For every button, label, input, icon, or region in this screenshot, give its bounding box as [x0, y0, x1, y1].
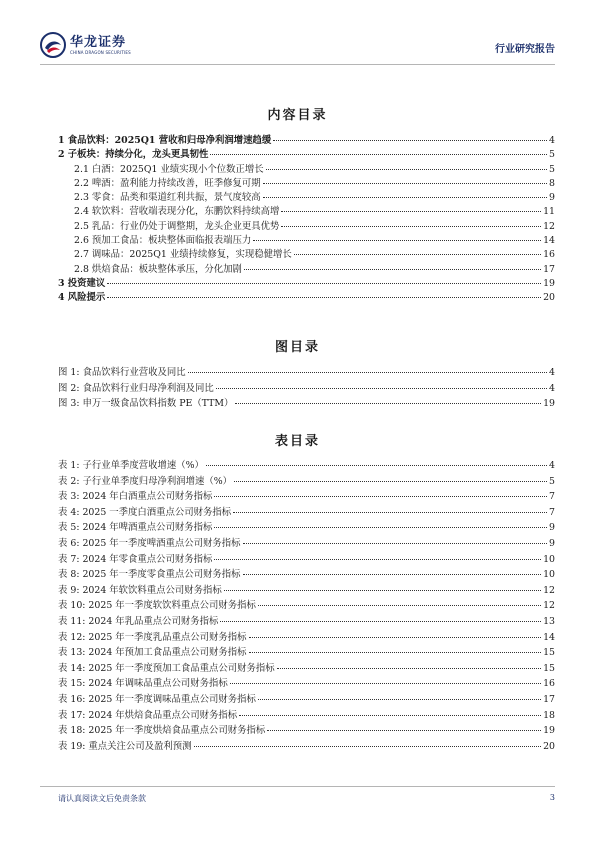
toc-entry-page: 5 [549, 149, 555, 161]
toc-entry-label: 表 17: 2024 年烘焙食品重点公司财务指标 [58, 709, 238, 721]
toc-entry-label: 2.7 调味品：2025Q1 业绩持续修复，实现稳健增长 [74, 249, 292, 261]
toc-entry-page: 4 [549, 367, 555, 378]
footer-divider [40, 786, 555, 787]
toc-entry-label: 2.8 烘焙食品：板块整体承压，分化加剧 [74, 263, 242, 275]
toc-entry[interactable] [58, 146, 555, 160]
toc-entry[interactable] [58, 738, 555, 754]
toc-entry[interactable] [58, 261, 555, 275]
toc-entry-page: 12 [543, 220, 555, 232]
tables-list [58, 457, 555, 753]
toc-entry-page: 7 [549, 506, 555, 518]
toc-entry[interactable] [58, 132, 555, 146]
dot-leader [214, 551, 541, 560]
toc-entry[interactable] [58, 395, 555, 411]
toc-entry-page: 4 [549, 382, 555, 394]
dot-leader [235, 395, 541, 404]
dot-leader [294, 246, 541, 255]
toc-entry-page: 10 [543, 553, 555, 565]
toc-entry[interactable] [58, 364, 555, 380]
toc-entry-page: 19 [543, 398, 555, 410]
toc-entry[interactable] [58, 551, 555, 567]
toc-entry-label: 表 2: 子行业单季度归母净利润增速（%） [58, 475, 232, 487]
toc-entry[interactable] [58, 246, 555, 260]
tables-title: 表目录 [274, 434, 320, 449]
dot-leader [249, 629, 542, 638]
dot-leader [281, 203, 541, 212]
toc-entry-page: 9 [549, 522, 555, 534]
dot-leader [210, 146, 547, 155]
toc-entry[interactable] [58, 289, 555, 303]
toc-entry-label: 表 14: 2025 年一季度预加工食品重点公司财务指标 [58, 662, 275, 674]
toc-entry-page: 8 [549, 177, 555, 189]
toc-entry-label: 表 9: 2024 年软饮料重点公司财务指标 [58, 584, 222, 596]
page-header [40, 30, 555, 60]
dot-leader [239, 707, 541, 716]
toc-entry[interactable] [58, 175, 555, 189]
toc-entry[interactable] [58, 218, 555, 232]
toc-entry-page: 16 [543, 249, 555, 261]
dot-leader [263, 175, 547, 184]
toc-entry[interactable] [58, 629, 555, 645]
logo-name-en: CHINA DRAGON SECURITIES [70, 49, 131, 55]
toc-entry[interactable] [58, 275, 555, 289]
toc-entry-label: 2 子板块：持续分化，龙头更具韧性 [58, 149, 209, 161]
toc-entry[interactable] [58, 707, 555, 723]
dot-leader [107, 289, 541, 298]
logo-name-cn: 华龙证券 [70, 34, 127, 50]
toc-entry[interactable] [58, 189, 555, 203]
dot-leader [244, 261, 541, 270]
toc-entry-label: 2.4 软饮料：营收端表现分化，东鹏饮料持续高增 [74, 206, 280, 218]
toc-entry[interactable] [58, 203, 555, 217]
disclaimer-note: 请认真阅读文后免责条款 [58, 794, 146, 803]
toc-entry[interactable] [58, 535, 555, 551]
dot-leader [253, 232, 541, 241]
toc-entry-label: 图 2: 食品饮料行业归母净利润及同比 [58, 382, 214, 394]
dot-leader [194, 738, 542, 747]
toc-entry-page: 13 [543, 615, 555, 627]
toc-entry-page: 15 [543, 662, 555, 674]
toc-entry-page: 9 [549, 192, 555, 204]
toc-entry-page: 12 [543, 600, 555, 612]
toc-entry[interactable] [58, 597, 555, 613]
toc-entry[interactable] [58, 644, 555, 660]
dot-leader [263, 189, 547, 198]
toc-entry-label: 2.2 啤酒：盈利能力持续改善，旺季修复可期 [74, 177, 261, 189]
toc-entry-label: 2.3 零食：品类和渠道红利共振，景气度较高 [74, 192, 261, 204]
toc-entry-label: 图 3: 申万一级食品饮料指数 PE（TTM） [58, 398, 234, 410]
contents-title: 内容目录 [267, 108, 328, 123]
header-divider [40, 64, 555, 65]
dot-leader [233, 504, 547, 513]
toc-entry-page: 14 [543, 235, 555, 247]
toc-entry[interactable] [58, 488, 555, 504]
toc-entry-label: 2.6 预加工食品：板块整体面临报表端压力 [74, 235, 252, 247]
toc-entry-page: 15 [543, 647, 555, 659]
toc-entry-label: 表 19: 重点关注公司及盈利预测 [58, 740, 192, 752]
toc-entry-label: 表 13: 2024 年预加工食品重点公司财务指标 [58, 647, 247, 659]
toc-entry[interactable] [58, 582, 555, 598]
toc-entry[interactable] [58, 519, 555, 535]
dot-leader [258, 691, 541, 700]
company-logo [40, 30, 131, 60]
toc-entry-page: 17 [543, 693, 555, 705]
toc-entry[interactable] [58, 232, 555, 246]
figures-list [58, 364, 555, 411]
page-number: 3 [549, 793, 555, 802]
toc-entry[interactable] [58, 457, 555, 473]
toc-entry-page: 16 [543, 678, 555, 690]
dot-leader [281, 218, 541, 227]
toc-entry-label: 表 16: 2025 年一季度调味品重点公司财务指标 [58, 693, 256, 705]
toc-entry-page: 12 [543, 584, 555, 596]
toc-entry-label: 图 1: 食品饮料行业营收及同比 [58, 367, 186, 378]
dot-leader [220, 613, 541, 622]
dot-leader [258, 597, 541, 606]
contents-list [58, 132, 555, 304]
toc-entry[interactable] [58, 660, 555, 676]
toc-entry-page: 14 [543, 631, 555, 643]
toc-entry-page: 19 [543, 725, 555, 737]
dot-leader [214, 519, 547, 528]
document-type: 行业研究报告 [495, 44, 555, 55]
dot-leader [206, 457, 547, 466]
dot-leader [224, 582, 541, 591]
dot-leader [277, 660, 541, 669]
toc-entry-label: 表 8: 2025 年一季度零食重点公司财务指标 [58, 569, 241, 581]
toc-entry-label: 表 11: 2024 年乳品重点公司财务指标 [58, 615, 219, 627]
toc-entry-page: 10 [543, 569, 555, 581]
toc-entry[interactable] [58, 613, 555, 629]
dot-leader [266, 161, 547, 170]
toc-entry-label: 表 1: 子行业单季度营收增速（%） [58, 460, 204, 471]
figures-title: 图目录 [274, 340, 320, 355]
toc-entry-label: 3 投资建议 [58, 277, 106, 289]
toc-entry-label: 表 5: 2024 年啤酒重点公司财务指标 [58, 522, 213, 534]
dot-leader [188, 364, 547, 373]
toc-entry-page: 5 [549, 163, 555, 175]
toc-entry-page: 20 [543, 740, 555, 752]
toc-entry-page: 17 [543, 263, 555, 275]
toc-entry-label: 表 12: 2025 年一季度乳品重点公司财务指标 [58, 631, 247, 643]
toc-entry-page: 9 [549, 537, 555, 549]
toc-entry[interactable] [58, 722, 555, 738]
toc-entry[interactable] [58, 566, 555, 582]
dragon-logo-icon [40, 32, 66, 58]
dot-leader [249, 644, 542, 653]
toc-entry-page: 4 [549, 460, 555, 471]
toc-entry-label: 1 食品饮料：2025Q1 营收和归母净利润增速趋缓 [58, 135, 272, 146]
dot-leader [243, 566, 542, 575]
toc-entry-label: 2.1 白酒：2025Q1 业绩实现小个位数正增长 [74, 163, 264, 175]
toc-entry-page: 11 [543, 206, 555, 218]
toc-entry-label: 表 6: 2025 年一季度啤酒重点公司财务指标 [58, 537, 241, 549]
toc-entry[interactable] [58, 691, 555, 707]
dot-leader [267, 722, 541, 731]
toc-entry-label: 2.5 乳品：行业仍处于调整期，龙头企业更具优势 [74, 220, 280, 232]
dot-leader [216, 380, 547, 389]
toc-entry[interactable] [58, 473, 555, 489]
toc-entry-page: 4 [549, 135, 555, 146]
dot-leader [214, 488, 547, 497]
toc-entry[interactable] [58, 161, 555, 175]
toc-entry[interactable] [58, 504, 555, 520]
dot-leader [107, 275, 541, 284]
toc-entry-page: 19 [543, 277, 555, 289]
toc-entry-label: 表 10: 2025 年一季度软饮料重点公司财务指标 [58, 600, 256, 612]
dot-leader [230, 675, 541, 684]
toc-entry-label: 表 4: 2025 一季度白酒重点公司财务指标 [58, 506, 232, 518]
dot-leader [243, 535, 547, 544]
toc-entry[interactable] [58, 675, 555, 691]
toc-entry-label: 4 风险提示 [58, 292, 106, 304]
toc-entry-page: 7 [549, 491, 555, 503]
toc-entry-label: 表 3: 2024 年白酒重点公司财务指标 [58, 491, 213, 503]
dot-leader [273, 132, 547, 141]
dot-leader [234, 473, 547, 482]
toc-entry-page: 5 [549, 475, 555, 487]
toc-entry-page: 18 [543, 709, 555, 721]
toc-entry-label: 表 18: 2025 年一季度烘焙食品重点公司财务指标 [58, 725, 266, 737]
toc-entry-label: 表 15: 2024 年调味品重点公司财务指标 [58, 678, 228, 690]
toc-entry-page: 20 [543, 292, 555, 304]
toc-entry[interactable] [58, 380, 555, 396]
toc-entry-label: 表 7: 2024 年零食重点公司财务指标 [58, 553, 213, 565]
